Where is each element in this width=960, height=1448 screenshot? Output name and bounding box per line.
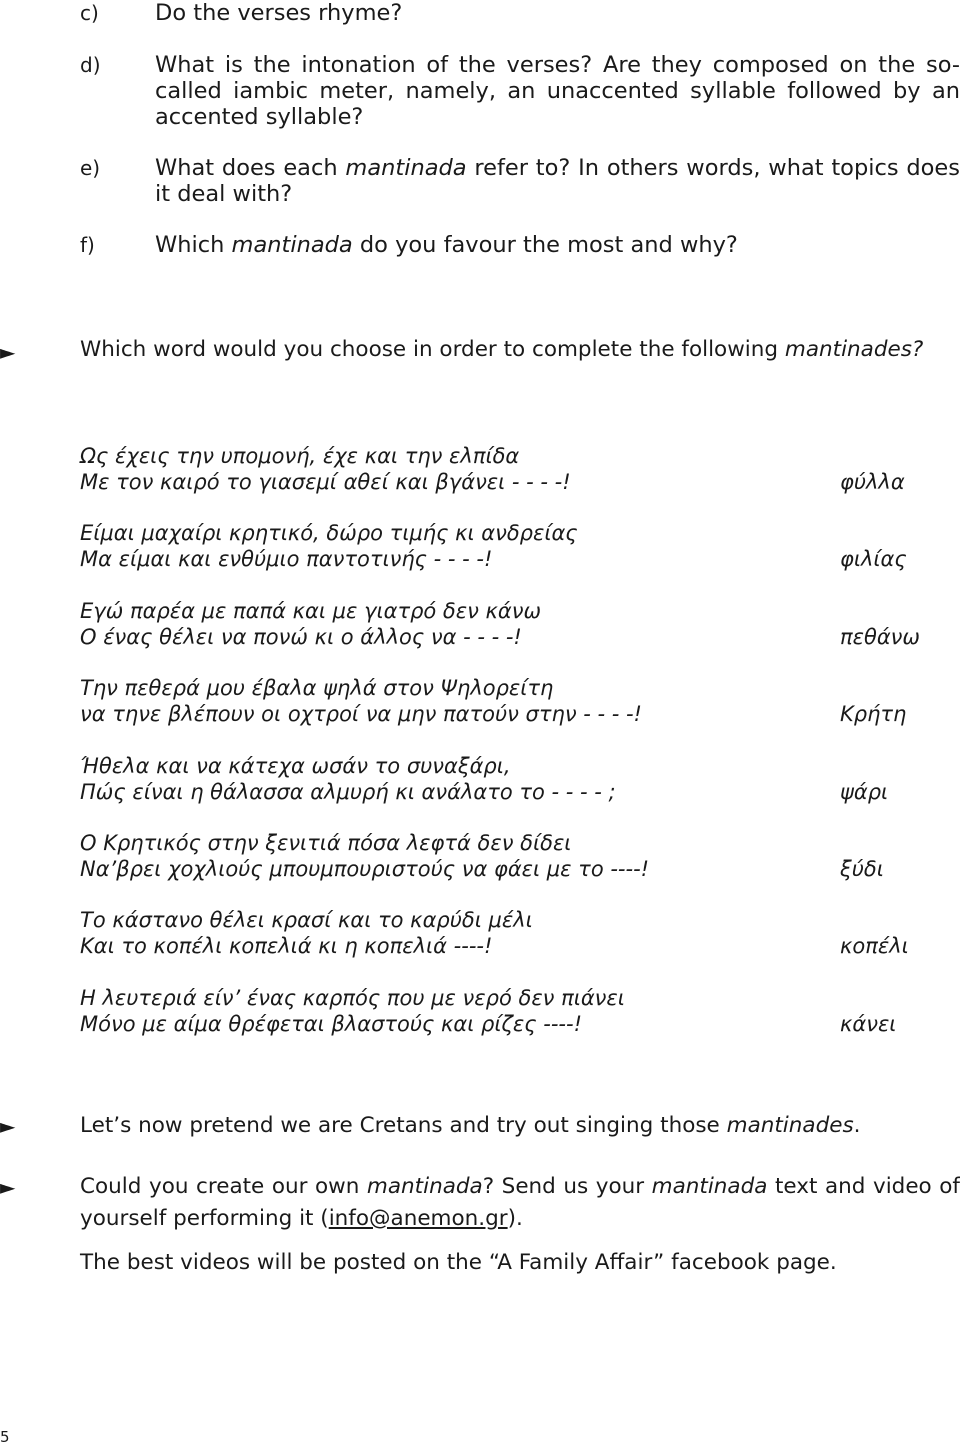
best-videos-note: The best videos will be posted on the “A Family Affair” facebook page. [80,1250,837,1275]
page-number: 5 [0,1428,10,1446]
bullet-arrow-icon: ► [0,1114,16,1138]
verse-block [80,443,571,495]
verse-8-answer: κάνει [840,1012,897,1036]
verse-2-answer: φιλίας [840,547,907,571]
bullet-arrow-icon: ► [0,1175,16,1199]
verse-block [80,985,625,1037]
verse-6-answer: ξύδι [840,857,884,881]
verse-3-line-1: Εγώ παρέα με παπά και με γιατρό δεν κάνω [80,599,542,623]
question-c-letter: c) [80,1,99,25]
verse-8-line-1: Η λευτεριά είν’ ένας καρπός που με νερό δεν πιάνει [80,986,625,1010]
verse-4-line-2: να τηνε βλέπουν οι οχτροί να μην πατούν στην - - - -! [80,702,642,726]
question-c-text: Do the verses rhyme? [155,0,403,26]
verse-2-line-1: Είμαι μαχαίρι κρητικό, δώρο τιμής κι ανδρείας [80,521,578,545]
sing-instruction: Let’s now pretend we are Cretans and try out singing those mantinades. [80,1113,861,1138]
verse-5-answer: ψάρι [840,780,889,804]
question-f-letter: f) [80,233,95,257]
verse-1-line-2: Με τον καιρό το γιασεμί αθεί και βγάνει - - - -! [80,470,571,494]
verse-4-answer: Κρήτη [840,702,907,726]
verse-1-line-1: Ως έχεις την υπομονή, έχε και την ελπίδα [80,444,520,468]
verse-5-line-2: Πώς είναι η θάλασσα αλμυρή κι ανάλατο το - - - - ; [80,780,616,804]
question-e-letter: e) [80,156,101,180]
verse-6-line-1: Ο Κρητικός στην ξενιτιά πόσα λεφτά δεν δίδει [80,831,572,855]
verse-block [80,598,541,650]
email-link[interactable]: info@anemon.gr [328,1206,508,1231]
question-e-text: What does each mantinada refer to? In others words, what topics does it deal with? [155,155,960,207]
task-instruction: Which word would you choose in order to complete the following mantinades? [80,337,924,362]
verse-block [80,830,649,882]
verse-3-line-2: Ο ένας θέλει να πονώ κι ο άλλος να - - - -! [80,625,522,649]
verse-5-line-1: Ήθελα και να κάτεχα ωσάν το συναξάρι, [80,754,511,778]
verse-7-line-2: Και το κοπέλι κοπελιά κι η κοπελιά ----! [80,934,493,958]
verse-block [80,520,578,572]
verse-3-answer: πεθάνω [840,625,921,649]
verse-block [80,907,533,959]
verse-2-line-2: Μα είμαι και ενθύμιο παντοτινής - - - -! [80,547,493,571]
create-instruction: Could you create our own mantinada? Send us your mantinada text and video of yourself performing it (info@anemon.gr). [80,1174,960,1231]
verse-block [80,753,616,805]
verse-4-line-1: Την πεθερά μου έβαλα ψηλά στον Ψηλορείτη [80,676,554,700]
verse-6-line-2: Να’βρει χοχλιούς μπουμπουριστούς να φάει με το ----! [80,857,650,881]
verse-1-answer: φύλλα [840,470,905,494]
bullet-arrow-icon: ► [0,340,16,364]
question-d-text: What is the intonation of the verses? Are they composed on the so-called iambic meter, namely, an unaccented syllable followed by an accented syllable? [155,52,960,130]
question-f-text: Which mantinada do you favour the most and why? [155,232,738,258]
verse-7-line-1: Το κάστανο θέλει κρασί και το καρύδι μέλι [80,908,533,932]
verse-8-line-2: Μόνο με αίμα θρέφεται βλαστούς και ρίζες ----! [80,1012,583,1036]
verse-block [80,675,642,727]
question-d-letter: d) [80,53,101,77]
verse-7-answer: κοπέλι [840,934,909,958]
